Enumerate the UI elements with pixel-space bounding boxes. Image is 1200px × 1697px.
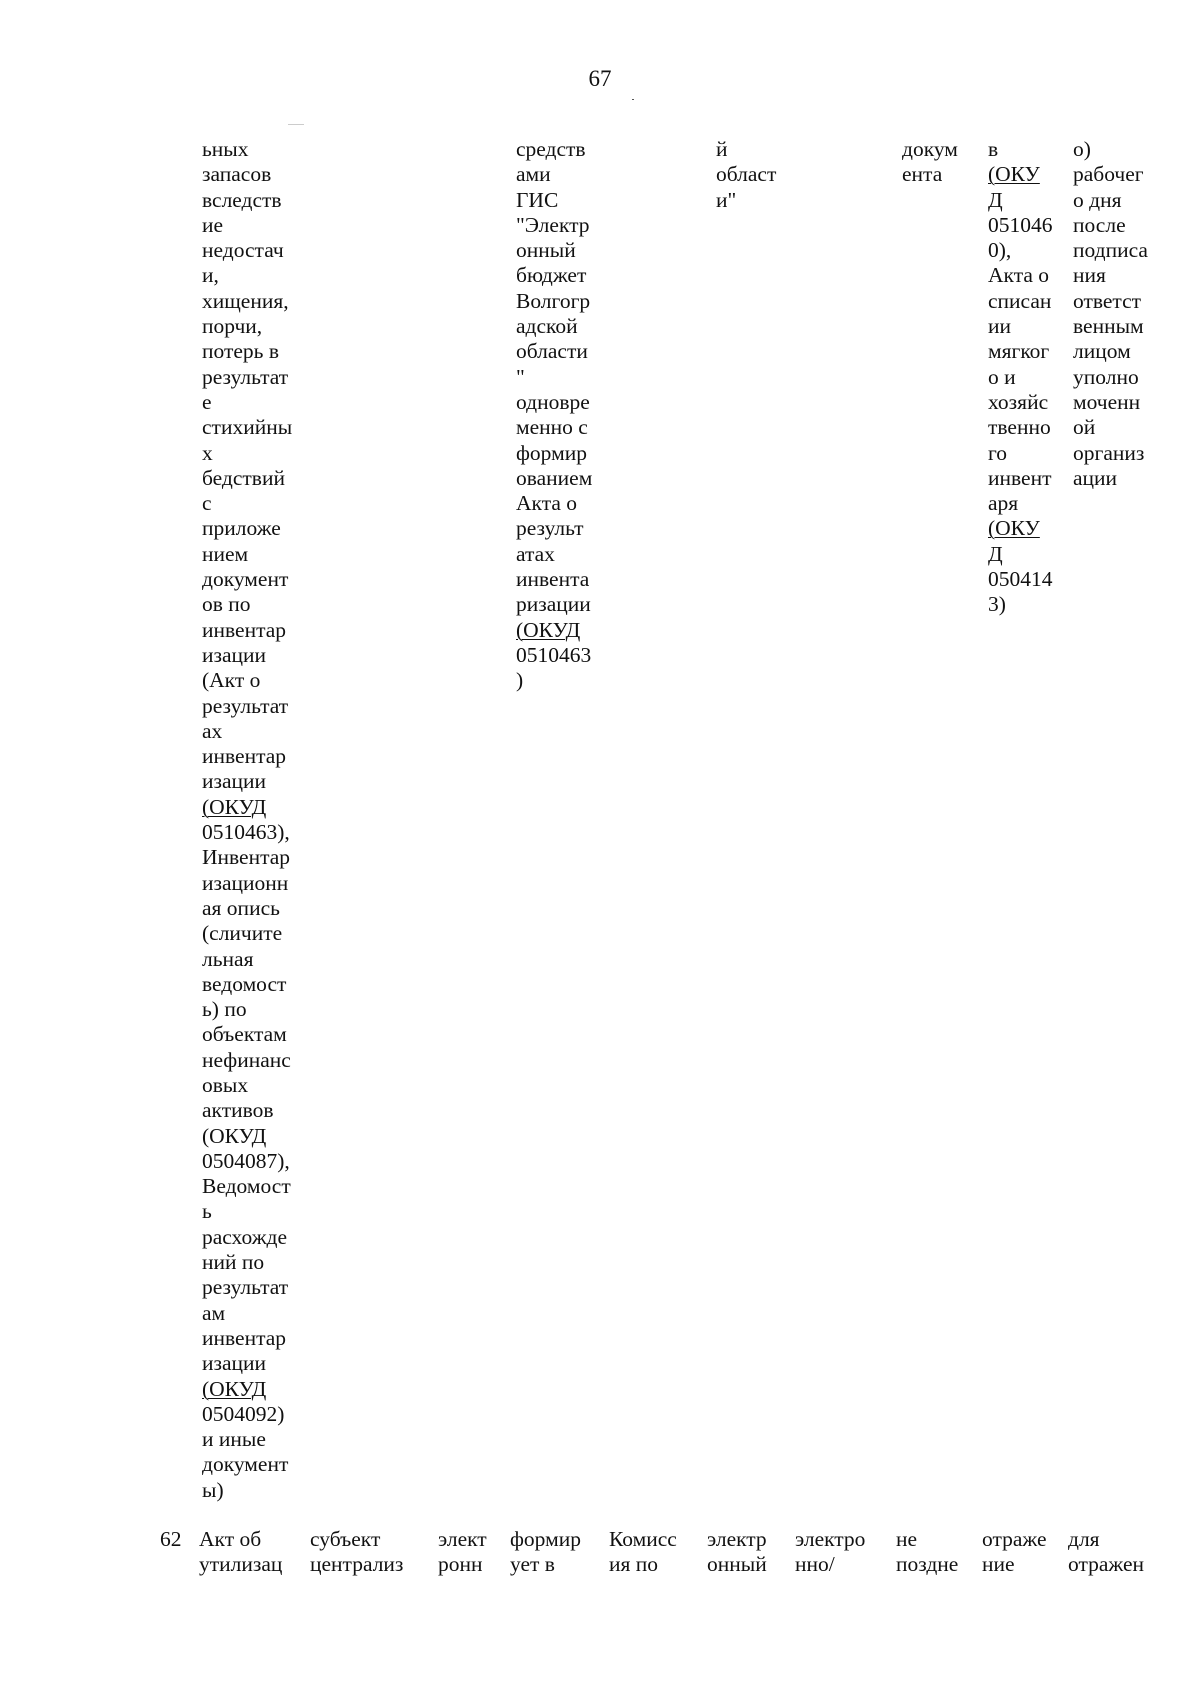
cell-text-line: ие — [202, 212, 224, 237]
cell-formation-means — [516, 137, 592, 694]
cell-text-line: элект — [438, 1527, 487, 1551]
cell-text-line: результ — [516, 516, 584, 541]
cell-text-line: рабочег — [1073, 162, 1144, 187]
cell-text-line: результат — [202, 1275, 289, 1300]
cell-text-line: (ОКУД — [202, 1123, 267, 1148]
cell-text-line: ам — [202, 1300, 226, 1325]
cell-text-line — [202, 1377, 292, 1402]
cell-text-line: ы) — [202, 1477, 224, 1502]
row-62-cell — [438, 1527, 487, 1578]
cell-text-line: приложе — [202, 516, 281, 541]
cell-term — [1073, 137, 1148, 491]
cell-text-line: изации — [202, 642, 267, 667]
cell-text-line: активов — [202, 1098, 274, 1123]
cell-text-line: для — [1068, 1527, 1100, 1551]
cell-text-line: ) — [516, 668, 524, 693]
cell-text-line: недостач — [202, 238, 284, 263]
cell-text-line: Акт об — [199, 1527, 262, 1551]
cell-text-line: формир — [510, 1527, 581, 1551]
row-62-cell — [510, 1527, 581, 1578]
page-number: 67 — [588, 66, 612, 91]
row-62-cell — [707, 1527, 767, 1578]
okud-link[interactable]: (ОКУД — [202, 794, 267, 819]
cell-text-line: мягког — [988, 339, 1050, 364]
row-62-cell — [199, 1527, 282, 1578]
cell-document-form — [902, 137, 958, 188]
cell-text-line: одновре — [516, 389, 590, 414]
cell-text-line: ь — [202, 1199, 212, 1224]
cell-text-line: порчи, — [202, 314, 263, 339]
cell-text-line: области — [516, 339, 588, 364]
cell-text-line: ний по — [202, 1250, 265, 1275]
cell-text-line: изационн — [202, 870, 289, 895]
cell-text-line: бюджет — [516, 263, 587, 288]
cell-text-line: ая опись — [202, 895, 280, 920]
cell-text-line: ента — [902, 162, 943, 187]
cell-text-line: го — [988, 440, 1008, 465]
cell-text-line: ния — [1073, 263, 1106, 288]
cell-text-line: стихийны — [202, 415, 293, 440]
cell-text-line: документ — [202, 1452, 289, 1477]
cell-text-line: ой — [1073, 415, 1096, 440]
cell-text-line: 0510463), — [202, 820, 290, 845]
cell-text-line: инвентар — [202, 1325, 287, 1350]
cell-text-line: 051046 — [988, 212, 1053, 237]
cell-text-line: о) — [1073, 137, 1091, 161]
cell-text-line: " — [516, 364, 525, 389]
cell-text-line: о дня — [1073, 187, 1122, 212]
row-62-cell — [795, 1527, 865, 1578]
scan-artifact — [288, 124, 304, 125]
cell-document-name — [202, 137, 292, 1503]
cell-text-line: докум — [902, 137, 958, 161]
cell-text-line: уполно — [1073, 364, 1139, 389]
row-62-cell — [896, 1527, 958, 1578]
okud-link[interactable]: (ОКУ — [988, 516, 1040, 541]
cell-text-line: хищения, — [202, 288, 289, 313]
cell-text-line: ронн — [438, 1552, 483, 1577]
cell-text-line — [988, 516, 1053, 541]
cell-text-line: област — [716, 162, 777, 187]
cell-text-line: результат — [202, 693, 289, 718]
cell-text-line: аря — [988, 491, 1019, 516]
cell-text-line: расхожде — [202, 1224, 288, 1249]
okud-link[interactable]: (ОКУД — [202, 1376, 267, 1401]
cell-text-line: Ведомост — [202, 1174, 291, 1199]
cell-text-line: подписа — [1073, 238, 1148, 263]
cell-text-line: ответст — [1073, 288, 1142, 313]
cell-text-line: ГИС — [516, 187, 559, 212]
cell-text-line: атах — [516, 541, 555, 566]
cell-text-line: изации — [202, 1351, 267, 1376]
cell-text-line: инвентар — [202, 744, 287, 769]
cell-text-line: электро — [795, 1527, 866, 1551]
cell-text-line: отраже — [982, 1527, 1047, 1551]
cell-text-line: организ — [1073, 440, 1145, 465]
cell-text-line: ризации — [516, 592, 591, 617]
cell-text-line — [202, 795, 292, 820]
cell-text-line: после — [1073, 212, 1126, 237]
cell-text-line: 050414 — [988, 567, 1053, 592]
cell-text-line: инвентар — [202, 617, 287, 642]
okud-link[interactable]: Д — [988, 187, 1003, 212]
okud-link[interactable]: (ОКУ — [988, 162, 1040, 187]
cell-text-line — [988, 188, 1053, 213]
cell-text-line: ьных — [202, 137, 249, 161]
cell-text-line: ь) по — [202, 997, 247, 1022]
cell-text-line: средств — [516, 137, 586, 161]
cell-text-line: ованием — [516, 465, 593, 490]
cell-text-line: Акта о — [516, 491, 578, 516]
cell-text-line: объектам — [202, 1022, 287, 1047]
cell-text-line: и, — [202, 263, 219, 288]
cell-text-line: (сличите — [202, 921, 283, 946]
cell-text-line: инвента — [516, 567, 590, 592]
cell-text-line: ов по — [202, 592, 251, 617]
cell-text-line: бедствий — [202, 465, 285, 490]
row-62-number: 62 — [160, 1527, 182, 1551]
cell-text-line: отражен — [1068, 1552, 1145, 1577]
cell-text-line: документ — [202, 567, 289, 592]
cell-text-line: 0504092) — [202, 1401, 285, 1426]
row-62-cell — [982, 1527, 1047, 1578]
cell-text-line: лицом — [1073, 339, 1131, 364]
cell-text-line: запасов — [202, 162, 272, 187]
cell-text-line: онный — [707, 1552, 767, 1577]
cell-text-line — [516, 618, 592, 643]
cell-text-line: субъект — [310, 1527, 381, 1551]
cell-text-line: формир — [516, 440, 587, 465]
cell-text-line: не — [896, 1527, 918, 1551]
cell-text-line: поздне — [896, 1552, 959, 1577]
row-62-cell — [609, 1527, 677, 1578]
cell-text-line: льная — [202, 946, 254, 971]
cell-text-line: твенно — [988, 415, 1051, 440]
cell-text-line: нефинанс — [202, 1047, 291, 1072]
cell-text-line: адской — [516, 314, 578, 339]
cell-text-line: списан — [988, 288, 1052, 313]
page-mark — [632, 99, 634, 100]
cell-text-line: утилизац — [199, 1552, 283, 1577]
okud-link[interactable]: (ОКУД — [516, 617, 581, 642]
cell-text-line: и" — [716, 187, 737, 212]
cell-text-line: е — [202, 389, 212, 414]
cell-text-line: нно/ — [795, 1552, 835, 1577]
cell-text-line: инвент — [988, 465, 1052, 490]
cell-text-line: ует в — [510, 1552, 555, 1577]
cell-text-line: Волгогр — [516, 288, 591, 313]
cell-text-line: ии — [988, 314, 1012, 339]
cell-text-line: овых — [202, 1072, 249, 1097]
cell-text-line — [988, 162, 1053, 187]
cell-information-system — [716, 137, 776, 213]
cell-text-line: ведомост — [202, 971, 287, 996]
cell-text-line: нием — [202, 541, 249, 566]
cell-text-line: й — [716, 137, 728, 161]
cell-text-line: 3) — [988, 592, 1006, 617]
cell-text-line: в — [988, 137, 999, 161]
cell-text-line: хозяйс — [988, 389, 1049, 414]
cell-text-line: Инвентар — [202, 845, 291, 870]
cell-text-line: вследств — [202, 187, 282, 212]
cell-text-line — [988, 542, 1053, 567]
cell-text-line: потерь в — [202, 339, 279, 364]
cell-text-line: ия по — [609, 1552, 659, 1577]
cell-reflection-documents — [988, 137, 1053, 618]
cell-text-line: 0504087), — [202, 1148, 290, 1173]
cell-text-line: и иные — [202, 1427, 266, 1452]
cell-text-line: изации — [202, 769, 267, 794]
cell-text-line: (Акт о — [202, 668, 261, 693]
cell-text-line: Акта о — [988, 263, 1050, 288]
cell-text-line: моченн — [1073, 389, 1141, 414]
row-62-cell — [310, 1527, 403, 1578]
okud-link[interactable]: Д — [988, 541, 1003, 566]
cell-text-line: Комисс — [609, 1527, 677, 1551]
cell-text-line: х — [202, 440, 213, 465]
cell-text-line: о и — [988, 364, 1016, 389]
cell-text-line: ами — [516, 162, 551, 187]
cell-text-line: электр — [707, 1527, 767, 1551]
cell-text-line: централиз — [310, 1552, 404, 1577]
row-62-cell — [1068, 1527, 1144, 1578]
cell-text-line: с — [202, 491, 212, 516]
cell-text-line: 0510463 — [516, 642, 592, 667]
cell-text-line: ах — [202, 718, 223, 743]
cell-text-line: менно с — [516, 415, 588, 440]
cell-text-line: ние — [982, 1552, 1015, 1577]
cell-text-line: "Электр — [516, 212, 590, 237]
cell-text-line: результат — [202, 364, 289, 389]
cell-text-line: ации — [1073, 465, 1118, 490]
cell-text-line: венным — [1073, 314, 1144, 339]
cell-text-line: онный — [516, 238, 576, 263]
cell-text-line: 0), — [988, 238, 1012, 263]
